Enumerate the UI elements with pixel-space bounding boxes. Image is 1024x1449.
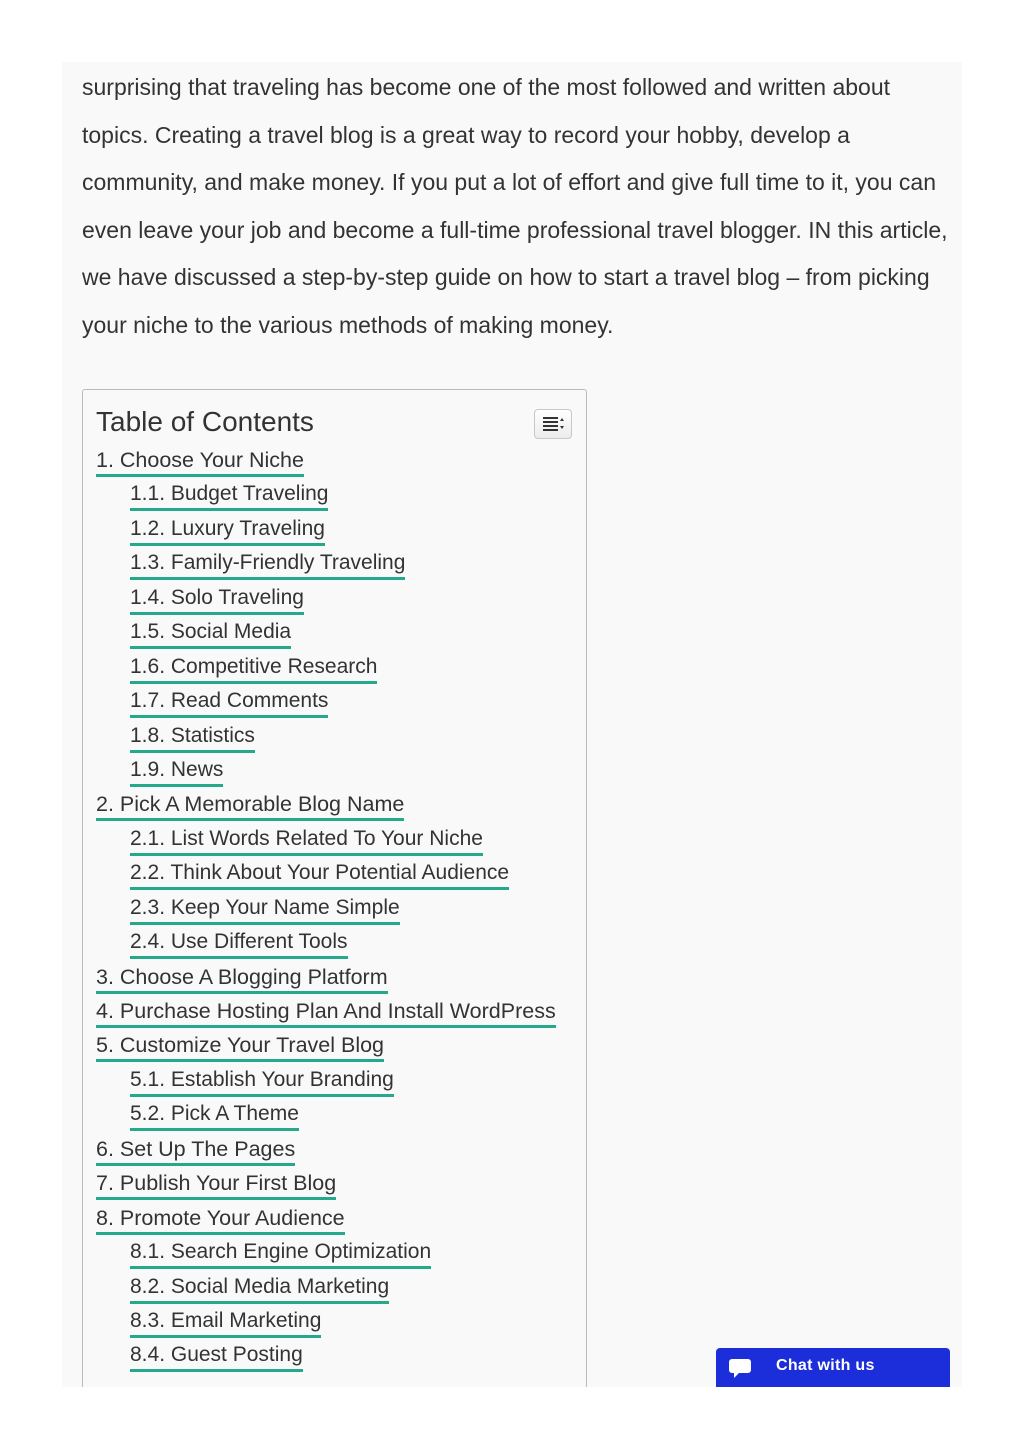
toc-link[interactable]: 8.3. Email Marketing [130, 1308, 321, 1338]
toc-item [96, 686, 586, 720]
toc-link[interactable]: 5.2. Pick A Theme [130, 1101, 299, 1131]
toc-title: Table of Contents [96, 406, 314, 437]
toc-link[interactable]: 1.9. News [130, 757, 223, 787]
toc-item [96, 962, 586, 996]
toc-link[interactable]: 1.1. Budget Traveling [130, 481, 328, 511]
toc-item [96, 548, 586, 582]
toc-item [96, 789, 586, 823]
toc-link[interactable]: 8. Promote Your Audience [96, 1205, 345, 1235]
chat-widget-button[interactable] [716, 1348, 950, 1387]
toc-link[interactable]: 3. Choose A Blogging Platform [96, 964, 388, 994]
toc-link[interactable]: 5. Customize Your Travel Blog [96, 1032, 384, 1062]
toc-link[interactable]: 1.7. Read Comments [130, 688, 328, 718]
chat-label: Chat with us [776, 1357, 875, 1374]
toc-toggle-button[interactable] [534, 409, 572, 439]
toc-link[interactable]: 1.3. Family-Friendly Traveling [130, 550, 405, 580]
toc-item [96, 1203, 586, 1237]
toc-item [96, 824, 586, 858]
chat-bubble-icon [728, 1356, 752, 1380]
toc-item [96, 893, 586, 927]
toc-link[interactable]: 8.4. Guest Posting [130, 1342, 303, 1372]
toc-link[interactable]: 2. Pick A Memorable Blog Name [96, 791, 404, 821]
toc-item [96, 858, 586, 892]
toc-link[interactable]: 2.4. Use Different Tools [130, 929, 348, 959]
toc-item [96, 1237, 586, 1271]
toc-link[interactable]: 5.1. Establish Your Branding [130, 1067, 394, 1097]
toc-item [96, 1168, 586, 1202]
toc-item [96, 445, 586, 479]
toc-item [96, 1030, 586, 1064]
toc-link[interactable]: 4. Purchase Hosting Plan And Install WordPress [96, 998, 556, 1028]
article-content [62, 62, 962, 1387]
toc-list [96, 445, 586, 1375]
toc-link[interactable]: 8.1. Search Engine Optimization [130, 1239, 431, 1269]
toc-link[interactable]: 6. Set Up The Pages [96, 1136, 295, 1166]
toc-item [96, 1099, 586, 1133]
toc-link[interactable]: 1.4. Solo Traveling [130, 585, 304, 615]
list-toggle-icon [543, 417, 565, 431]
toc-link[interactable]: 1.8. Statistics [130, 723, 255, 753]
toc-item [96, 996, 586, 1030]
toc-link[interactable]: 8.2. Social Media Marketing [130, 1274, 389, 1304]
toc-item [96, 1134, 586, 1168]
toc-item [96, 755, 586, 789]
intro-paragraph: surprising that traveling has become one of the most followed and written about topics. Creating a travel blog is a great way to record your hobby, develop a community, and make money. If you put a lot of effort and give full time to it, you can even leave your job and become a full-time professional travel blogger. IN this article, we have discussed a step-by-step guide on how to start a travel blog – from picking your niche to the various methods of making money. [82, 74, 948, 338]
table-of-contents [82, 389, 587, 1387]
toc-item [96, 617, 586, 651]
toc-link[interactable]: 1. Choose Your Niche [96, 447, 304, 477]
toc-item [96, 1340, 586, 1374]
toc-item [96, 514, 586, 548]
toc-link[interactable]: 2.2. Think About Your Potential Audience [130, 860, 509, 890]
toc-link[interactable]: 1.2. Luxury Traveling [130, 516, 325, 546]
toc-link[interactable]: 1.5. Social Media [130, 619, 291, 649]
toc-item [96, 1272, 586, 1306]
toc-item [96, 1065, 586, 1099]
toc-item [96, 927, 586, 961]
toc-item [96, 652, 586, 686]
toc-link[interactable]: 2.1. List Words Related To Your Niche [130, 826, 483, 856]
toc-item [96, 1306, 586, 1340]
toc-item [96, 479, 586, 513]
toc-item [96, 721, 586, 755]
toc-link[interactable]: 2.3. Keep Your Name Simple [130, 895, 400, 925]
toc-link[interactable]: 1.6. Competitive Research [130, 654, 377, 684]
toc-item [96, 583, 586, 617]
toc-link[interactable]: 7. Publish Your First Blog [96, 1170, 336, 1200]
